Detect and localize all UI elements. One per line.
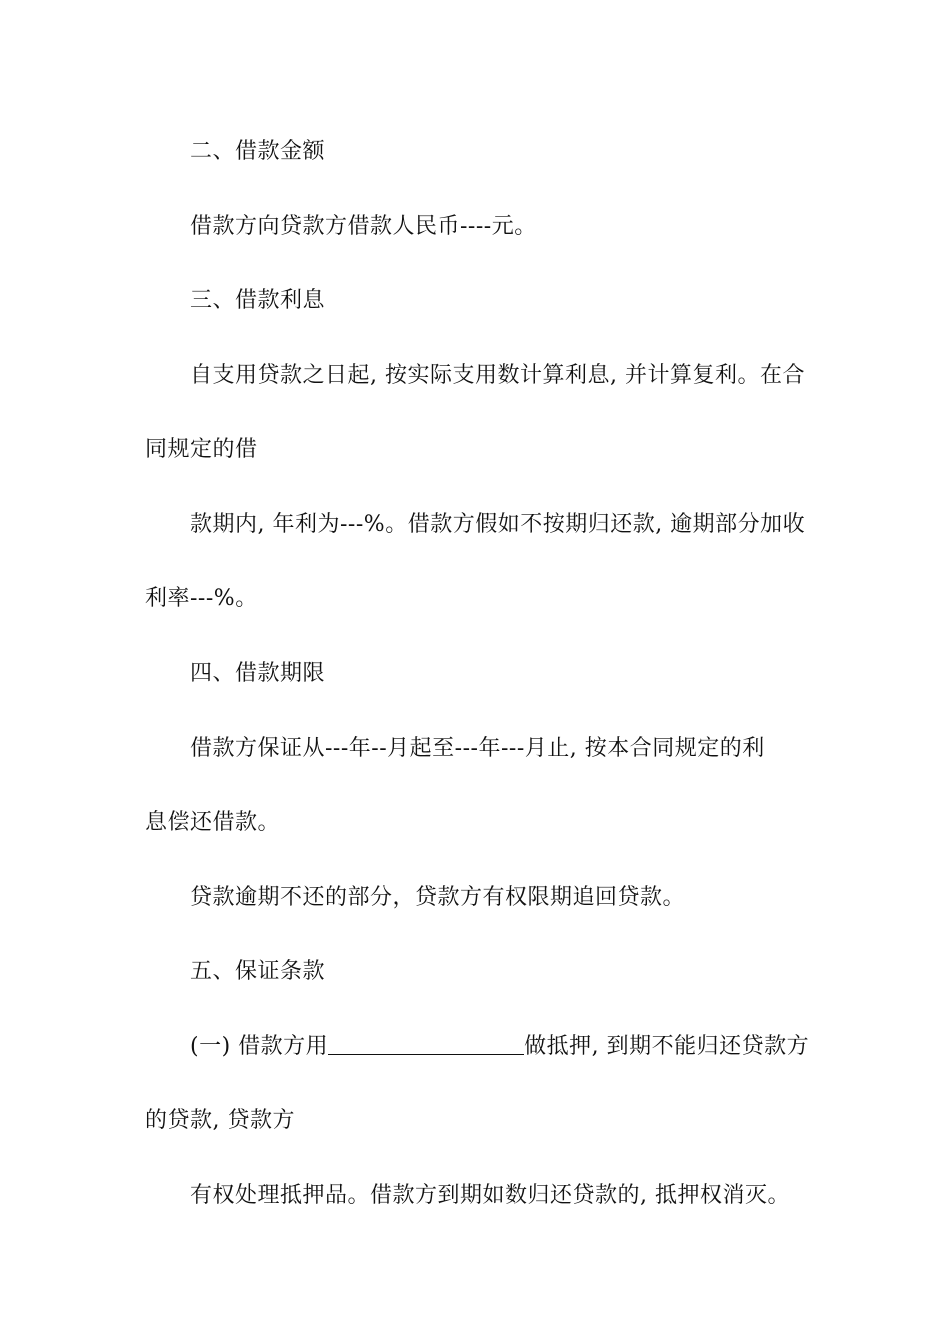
- paragraph-text: (一) 借款方用: [190, 1034, 329, 1059]
- section-heading-guarantee-clause: 五、保证条款: [190, 959, 326, 984]
- paragraph-text: 做抵押, 到期不能归还贷款方: [524, 1034, 810, 1059]
- paragraph-line: 借款方向贷款方借款人民币----元。: [190, 214, 537, 239]
- paragraph-line: 借款方保证从---年--月起至---年---月止, 按本合同规定的利: [190, 736, 765, 761]
- paragraph-line: 的贷款, 贷款方: [145, 1108, 295, 1133]
- paragraph-line: 自支用贷款之日起, 按实际支用数计算利息, 并计算复利。在合: [190, 363, 805, 388]
- paragraph-line: 同规定的借: [145, 437, 258, 462]
- paragraph-line: 贷款逾期不还的部分，贷款方有权限期追回贷款。: [190, 885, 686, 910]
- paragraph-line: 有权处理抵押品。借款方到期如数归还贷款的, 抵押权消灭。: [190, 1183, 790, 1208]
- fill-in-blank: [328, 1032, 524, 1055]
- section-heading-loan-amount: 二、借款金额: [190, 139, 326, 164]
- paragraph-line-with-blank: [190, 1032, 809, 1062]
- section-heading-loan-interest: 三、借款利息: [190, 288, 326, 313]
- section-heading-loan-term: 四、借款期限: [190, 661, 326, 686]
- paragraph-line: 款期内, 年利为---%。借款方假如不按期归还款, 逾期部分加收: [190, 512, 806, 537]
- paragraph-line: 息偿还借款。: [145, 810, 281, 835]
- paragraph-line: 利率---%。: [145, 586, 258, 611]
